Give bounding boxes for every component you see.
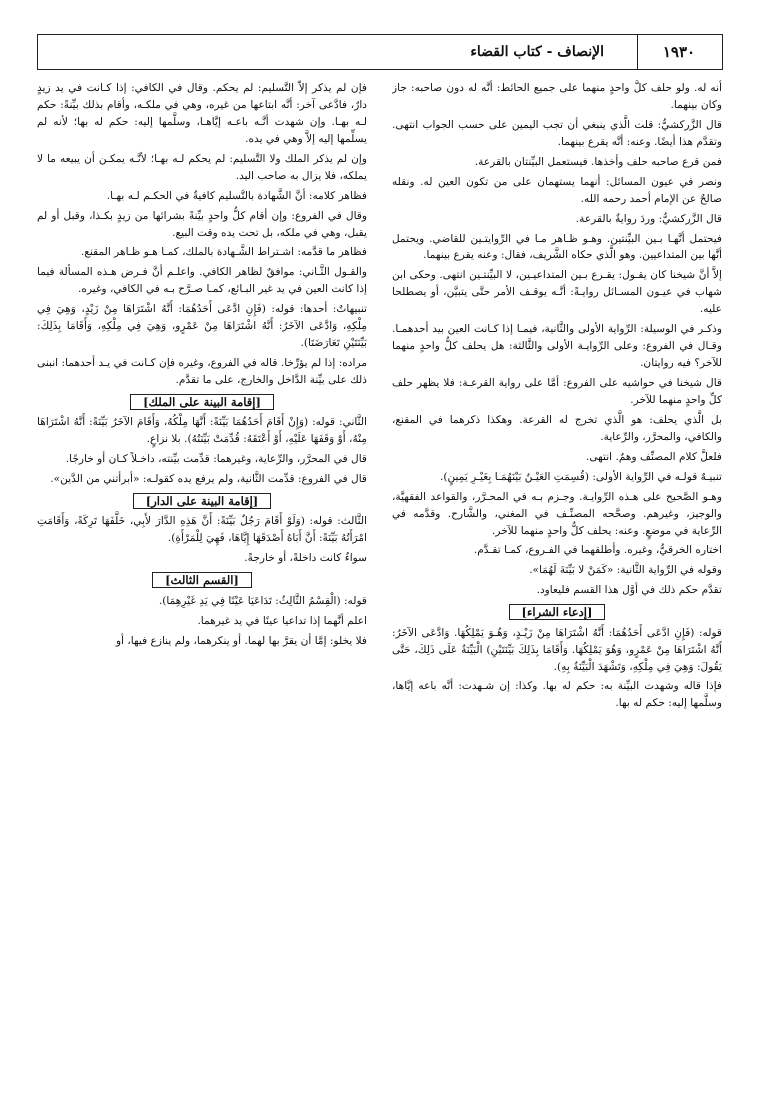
- paragraph: فلا يخلو: إمَّا أن يقرَّ بها لهما. أو ينكرهما، ولم ينازع فيها، أو: [115, 634, 367, 647]
- paragraph: أنه له. ولو حلف كلُّ واحدٍ منهما على جميع الحائط: أنَّه له دون صاحبه: جاز وكان بينهما.: [392, 82, 722, 111]
- paragraph: قال في المحرَّر، والرِّعاية، وغيرهما: قدِّمت بيِّنته، داخـلاً كـان أو خارجًا.: [65, 453, 367, 466]
- paragraph: فإذا قاله وشهدت البيِّنة به: حكم له بها. وكذا: إن شـهدت: أنَّه باعه إيَّاها، وسلَّمها إليه: حكم له بها.: [392, 680, 722, 710]
- paragraph: إلاَّ أنَّ شيخنا كان يقـول: يقـرع بـين المتداعيـين، لا البيِّنتـين انتهى. وحكى ابن شهاب في عيـون المسـائل روايـةً: أنَّـه يوقـف الأمر حتَّى يتبيَّن، أو يصطلحا عليه.: [392, 269, 722, 316]
- paragraph: تقدَّم حكم ذلك في أوَّل هذا القسم فليعاود.: [536, 584, 722, 597]
- section-heading-text: [القسم الثالث]: [152, 572, 252, 588]
- paragraph: وقال في الفروع: وإن أقام كلُّ واحدٍ بيِّنةً بشرائها من زيدٍ بكـذا، وقبل أو لم يقبل، وهي في ملكه، بل تحت يده وقت البيع.: [37, 209, 367, 239]
- header-divider: [637, 35, 639, 69]
- paragraph: وهـو الصَّحيح على هـذه الرِّوايـة. وجـزم بـه في المحـرَّر، والقواعد الفقهيَّة، والوجيز، وغيرهم. وصحَّحه المصنِّـف في المغني، والشَّارح. وقدَّمه في الرِّعاية في موضعٍ. وعنه: يحلف كلُّ واحدٍ منهما للآخر.: [392, 490, 722, 537]
- paragraph: اعلم أنَّهما إذا تداعيا عينًا في يد غيرهما.: [197, 614, 367, 627]
- paragraph: تنبيهاتٌ: أحدها: قوله: (فَإِنِ ادَّعَى أَحَدُهُمَا: أَنَّهُ اشْتَرَاهَا مِنْ زَيْدٍ، وَهِيَ فِي مِلْكِهِ، وَادَّعَى الآخَرُ: أَنَّهُ اشْتَرَاهَا مِنْ عَمْرٍو، وَهِيَ فِي مِلْكِهِ، وَأَقَامَا بِذَلِكَ: بَيِّنَتَيْنِ تَعَارَضَتَا).: [37, 303, 367, 350]
- paragraph: ونصر في عيون المسائل: أنهما يستهمان على من تكون العين له. ونقله صالحٌ عن الإمام أحمد رحمه الله.: [392, 175, 722, 205]
- paragraph: مراده: إذا لم يؤرِّخا. قاله في الفروع، وغيره فإن كـانت في يـد أحدهما: انبنى ذلك على بيِّنة الدَّاخل والخارج، على ما تقدَّم.: [37, 357, 367, 386]
- paragraph: الثَّاني: قوله: (وَإِنْ أَقَامَ أَحَدُهُمَا بَيِّنَةً: أَنَّهَا مِلْكُهُ، وَأَقَامَ الآخَرُ بَيِّنَةً: أَنَّهُ اشْتَرَاهَا مِنْهُ، أَوْ وَقَفَهَا عَلَيْهِ، أَوْ أَعْتَقَهُ: قُدِّمَتْ بَيِّنَتُهُ). بلا نزاعٍ.: [37, 416, 367, 446]
- paragraph: فظاهر كلامه: أنَّ الشَّهادة بالتَّسليم كافيةٌ في الحكـم لـه بهـا.: [106, 189, 367, 202]
- paragraph: قال الزَّركشيُّ: قلت الَّذي ينبغي أن تجب اليمين على حسب الجواب انتهى. وتقدَّم هذا أيضًا. وعنه: أنَّه يقرع بينهما.: [392, 118, 722, 148]
- page-number: ١٩٣٠: [662, 43, 696, 61]
- section-heading: [392, 603, 722, 621]
- paragraph: والقـول الثَّـاني: موافقٌ لظاهر الكافي. واعلـم أنَّ فـرض هـذه المسألة فيما إذا كانت العين في يد غير البـائع، كمـا صـرَّح بـه في الكافي، وغيره.: [37, 266, 367, 296]
- section-heading-text: [إقامة البينة على الملك]: [130, 394, 274, 410]
- section-heading-text: [إدعاء الشراء]: [509, 604, 606, 620]
- section-heading: [37, 492, 367, 510]
- paragraph: فظاهر ما قدَّمه: اشـتراط الشَّـهادة بالملك، كمـا هـو ظـاهر المقنع.: [80, 246, 367, 259]
- paragraph: سواءٌ كانت داخلةً، أو خارجةً.: [244, 552, 367, 565]
- paragraph: فإن لم يذكر إلاَّ التَّسليم: لم يحكم. وقال في الكافي: إذا كـانت في يد زيدٍ دارٌ، فادَّعى آخر: أنَّه ابتاعها من غيره، وهي في ملكـه، وأقام بذلك بيِّنةً: حكم لـه بهـا. وإن شهدت أنَّـه باعـه إيَّاهـا، وسلَّمها إليه: حكم له بها؛ لأنه لم يسلِّمها إليه إلاَّ وهي في يده.: [37, 82, 367, 145]
- left-text-column: [37, 80, 367, 1090]
- paragraph: قال شيخنا في حواشيه على الفروع: أمَّا على رواية القرعـة: فلا يظهر حلف كلِّ واحدٍ منهما للآخر.: [392, 377, 722, 406]
- paragraph: قال في الفروع: قدِّمت الثَّانية، ولم يرفع يده كقولـه: «أبرأتني من الدَّين».: [50, 473, 367, 486]
- paragraph: قال الزَّركشيُّ: وردَ روايةٌ بالقرعة.: [575, 212, 722, 225]
- section-heading-text: [إقامة البينة على الدار]: [133, 493, 271, 509]
- paragraph: وذكـر في الوسيلة: الرِّواية الأولى والثَّانية، فيمـا إذا كـانت العين بيد أحدهمـا. وقـال في الفروع: وعلى الرِّوايـة الأولى والثَّالثة: هل يحلف كلُّ واحدٍ منهما للآخر؟ فيه روايتان.: [392, 323, 722, 370]
- paragraph: فلعلَّ كلام المصنِّف وهمٌ. انتهى.: [585, 450, 722, 463]
- right-text-column: [392, 80, 722, 1090]
- paragraph: فيحتمل أنَّهـا بـين البيِّنتين. وهـو ظـاهر مـا في الرِّوايتـين للقاضي. ويحتمل أنَّها بين المتداعيين. وهو الَّذي حكاه الشَّريف، فقال: وعنه يقرع بينهما.: [392, 232, 722, 262]
- page-header: [37, 34, 723, 70]
- paragraph: اختاره الخرقيُّ، وغيره. وأطلقهما في الفـروع، كمـا تقـدَّم.: [473, 544, 722, 557]
- paragraph: الثَّالث: قوله: (وَلَوْ أَقَامَ رَجُلٌ بَيِّنَةً: أَنَّ هَذِهِ الدَّارَ لأَبِي، خَلَّفَهَا تَرِكَةً، وَأَقَامَتِ امْرَأَتُهُ بَيِّنَةً: أَنَّ أَبَاهُ أَصْدَقَهَا إِيَّاهَا، فَهِيَ لِلْمَرْأَةِ).: [37, 515, 367, 545]
- paragraph: بل الَّذي يحلف: هو الَّذي تخرج له القرعة. وهكذا ذكرهما في المقنع، والكافي، والمحرَّر، والرِّعاية.: [392, 413, 722, 443]
- paragraph: وقوله في الرِّواية الثَّانية: «كَمَنْ لا بَيِّنَةَ لَهُمَا».: [529, 564, 722, 577]
- paragraph: تنبيـهٌ قولـه في الرِّواية الأولى: (قُسِمَتِ العَيْـنُ بَيْنَهُمَـا بِغَيْـرِ يَمِينٍ).: [439, 470, 722, 483]
- paragraph: وإن لم يذكر الملك ولا التَّسليم: لم يحكم لـه بهـا؛ لأنَّـه يمكـن أن يبيعه ما لا يملكه، فلا يزال به صاحب اليد.: [37, 152, 367, 182]
- running-title: الإنصاف - كتاب القضاء: [470, 44, 604, 60]
- paragraph: قوله: (الْقِسْمُ الثَّالِثُ: تَدَاعَيَا عَيْنًا فِي يَدِ غَيْرِهِمَا).: [158, 594, 367, 607]
- paragraph: قوله: (فَإِنِ ادَّعَى أَحَدُهُمَا: أَنَّهُ اشْتَرَاهَا مِنْ زَيْـدٍ، وَهُـوَ يَمْلِكُهَا. وَادَّعَى الآخَرُ: أَنَّهُ اشْتَرَاهَا مِنْ عَمْرٍو، وَهُوَ يَمْلِكُهَا. وَأَقَامَا بِذَلِكَ بَيِّنَتَيْنِ) الْبَيِّنَةُ عَلَى ذَلِكَ، حَتَّى يَقُولَ: وَهِيَ فِي مِلْكِهِ، وَتَشْهَدَ الْبَيِّنَةُ بِهِ).: [392, 626, 722, 673]
- section-heading: [37, 393, 367, 411]
- section-heading: [37, 571, 367, 589]
- paragraph: فمن قرع صاحبه حلف وأخذها. فيستعمل البيِّنتان بالقرعة.: [474, 155, 722, 168]
